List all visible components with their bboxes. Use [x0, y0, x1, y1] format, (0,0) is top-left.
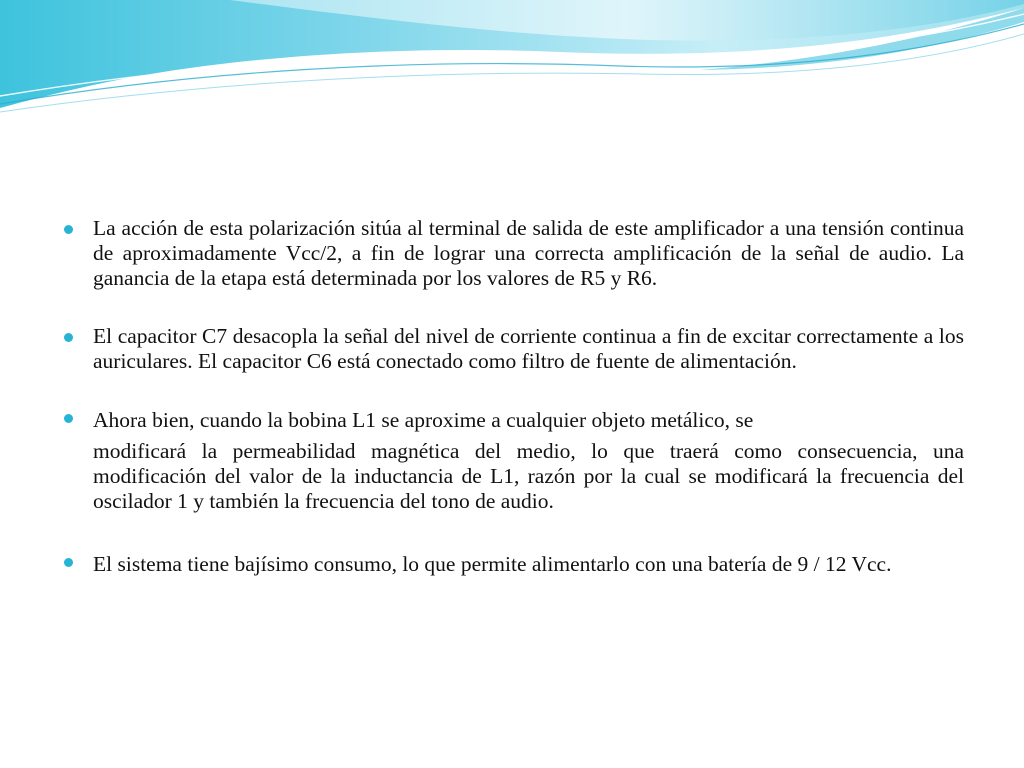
bullet-text: El sistema tiene bajísimo consumo, lo que permite alimentarlo con una batería de 9 / 12 Vcc. [93, 552, 892, 576]
bullet-dot-icon [64, 333, 73, 342]
header-wave-decoration [0, 0, 1024, 120]
bullet-item [64, 324, 964, 374]
bullet-item [64, 405, 964, 514]
bullet-text: La acción de esta polarización sitúa al terminal de salida de este amplificador a una tensión continua de aproximadamente Vcc/2, a fin de lograr una correcta amplificación de la señal de audio. La ganancia de la etapa está determinada por los valores de R5 y R6. [93, 216, 964, 290]
bullet-dot-icon [64, 225, 73, 234]
bullet-text: El capacitor C7 desacopla la señal del nivel de corriente continua a fin de excitar correctamente a los auriculares. El capacitor C6 está conectado como filtro de fuente de alimentación. [93, 324, 964, 373]
bullet-dot-icon [64, 558, 73, 567]
bullet-item [64, 216, 964, 291]
bullet-list [64, 216, 964, 580]
bullet-text-line2: modificará la permeabilidad magnética del medio, lo que traerá como consecuencia, una modificación del valor de la inductancia de L1, razón por la cual se modificará la frecuencia del oscilador 1 y también la frecuencia del tono de audio. [93, 439, 964, 513]
bullet-dot-icon [64, 414, 73, 423]
bullet-text-line1: Ahora bien, cuando la bobina L1 se aproxime a cualquier objeto metálico, se [93, 408, 754, 432]
bullet-item [64, 549, 964, 580]
